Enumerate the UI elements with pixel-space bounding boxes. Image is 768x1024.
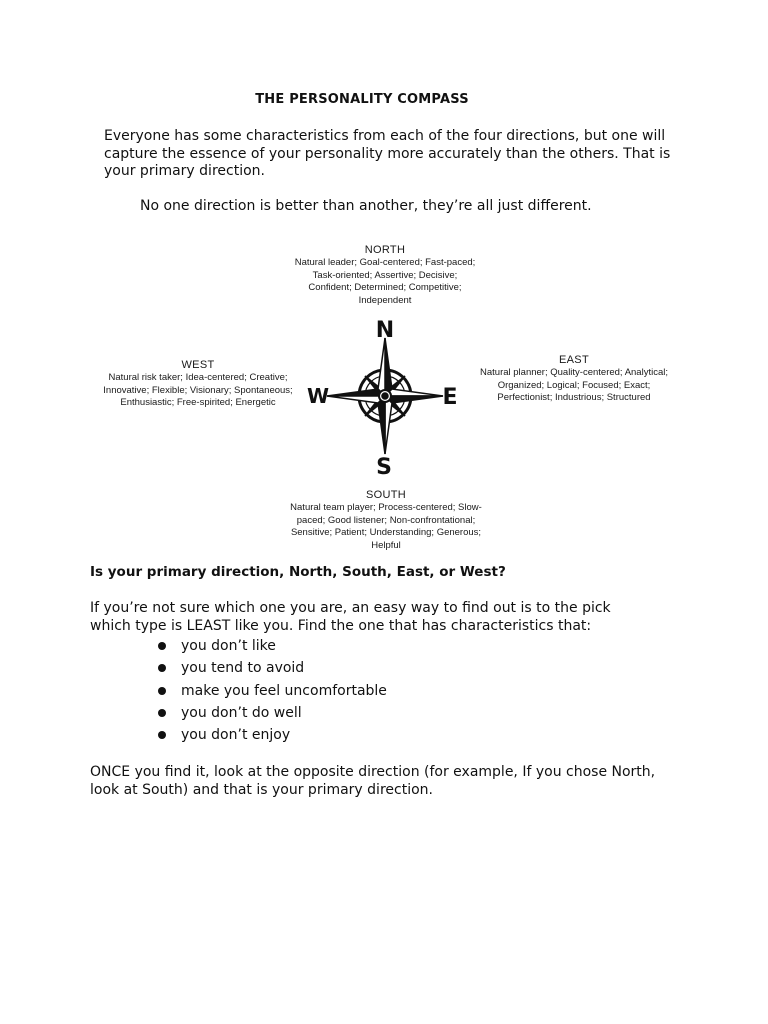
bullet-item <box>156 703 387 725</box>
south-block <box>282 489 490 552</box>
bullet-text: you don’t like <box>181 638 276 654</box>
compass-letter-w: W <box>306 384 330 408</box>
compass-letter-n: N <box>375 318 395 343</box>
bullet-item <box>156 681 387 703</box>
bullet-item <box>156 725 387 747</box>
bullet-text: make you feel uncomfortable <box>181 682 387 699</box>
bullet-item <box>156 658 387 680</box>
question-heading: Is your primary direction, North, South, East, or West? <box>90 564 506 580</box>
south-description: Natural team player; Process-centered; Slow-paced; Good listener; Non-confrontational; Sensitive; Patient; Understanding; Generous; Helpful <box>290 502 482 551</box>
note-paragraph: No one direction is better than another, they’re all just different. <box>140 198 592 214</box>
bullet-dot-icon <box>158 731 166 739</box>
bullet-item <box>156 636 387 658</box>
north-description: Natural leader; Goal-centered; Fast-paced; Task-oriented; Assertive; Decisive; Confident; Determined; Competitive; Independent <box>294 257 476 306</box>
compass-letter-e: E <box>442 385 458 410</box>
bullet-text: you don’t enjoy <box>181 727 291 744</box>
east-heading: EAST <box>559 354 589 366</box>
closing-paragraph: ONCE you find it, look at the opposite direction (for example, If you chose North, look at South) and that is your primary direction. <box>90 764 656 798</box>
north-heading: NORTH <box>364 244 406 256</box>
east-description: Natural planner; Quality-centered; Analytical; Organized; Logical; Focused; Exact; Perfectionist; Industrious; Structured <box>480 367 668 403</box>
bullet-text: you tend to avoid <box>181 660 305 677</box>
west-description: Natural risk taker; Idea-centered; Creative; Innovative; Flexible; Visionary; Spontaneous; Enthusiastic; Free-spirited; Energetic <box>103 372 293 408</box>
east-block <box>480 354 668 405</box>
intro-paragraph: Everyone has some characteristics from each of the four directions, but one will capture the essence of your personality more accurately than the others. That is your primary direction. <box>104 128 671 179</box>
bullet-dot-icon <box>158 664 166 672</box>
north-block <box>290 244 480 307</box>
bullet-dot-icon <box>158 687 166 695</box>
compass-rose-icon <box>302 316 472 480</box>
south-heading: SOUTH <box>366 489 406 501</box>
page-title: THE PERSONALITY COMPASS <box>255 92 469 107</box>
bullet-dot-icon <box>158 642 166 650</box>
west-heading: WEST <box>181 359 215 371</box>
explain-paragraph: If you’re not sure which one you are, an easy way to find out is to the pick which type is LEAST like you. Find the one that has characteristics that: <box>90 600 611 634</box>
bullet-list <box>156 636 387 747</box>
compass-letter-s: S <box>376 455 392 480</box>
west-block <box>98 359 298 410</box>
bullet-dot-icon <box>158 709 166 717</box>
bullet-text: you don’t do well <box>181 704 302 721</box>
